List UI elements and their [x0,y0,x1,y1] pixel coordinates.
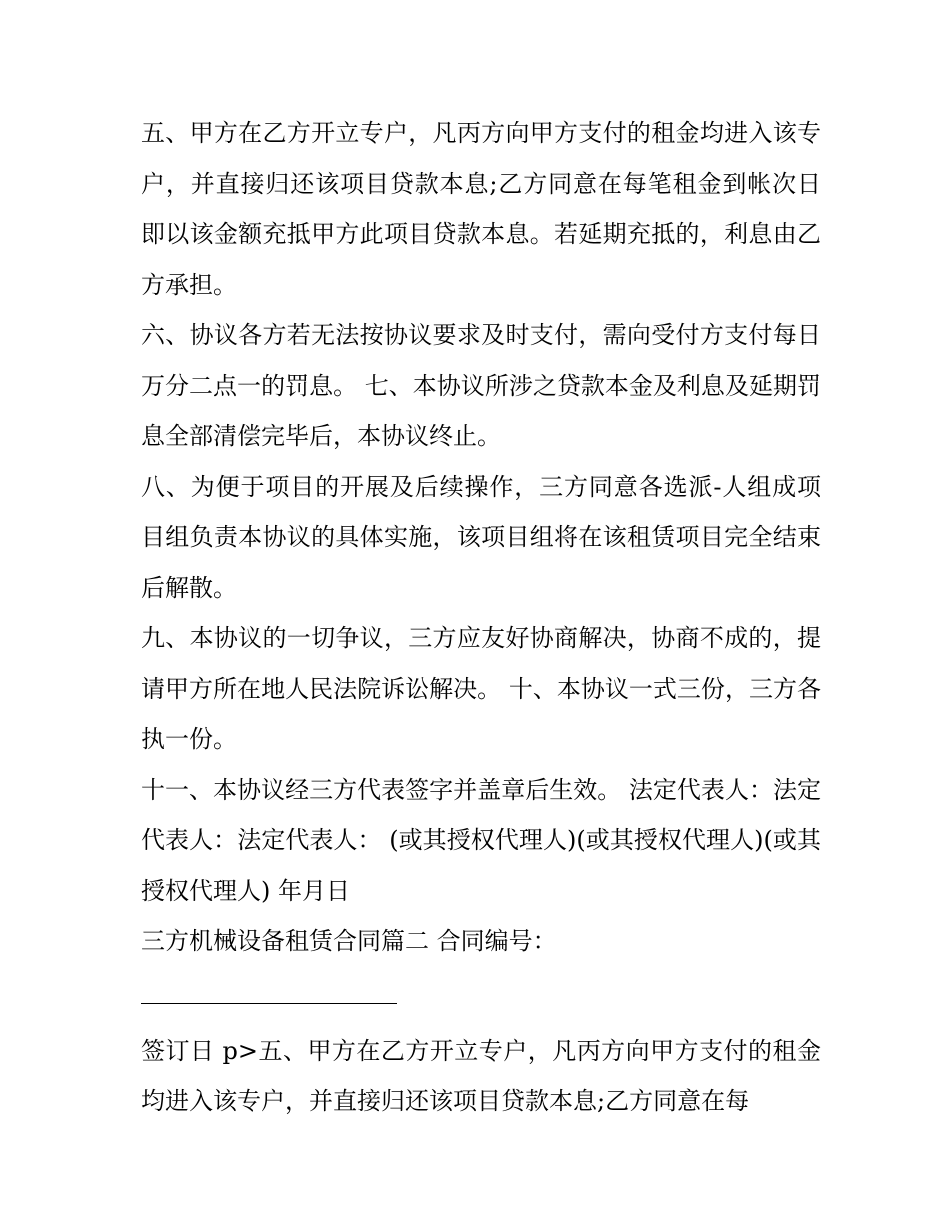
contract-number-blank-line [141,1003,397,1004]
clause-5-paragraph: 五、甲方在乙方开立专户，凡丙方向甲方支付的租金均进入该专户，并直接归还该项目贷款本息;乙方同意在每笔租金到帐次日即以该金额充抵甲方此项目贷款本息。若延期充抵的，利息由乙方承担。 [141,119,821,299]
clause-9-10-paragraph: 九、本协议的一切争议，三方应友好协商解决，协商不成的，提请甲方所在地人民法院诉讼解决。 十、本协议一式三份，三方各执一份。 [141,624,821,753]
clause-8-paragraph: 八、为便于项目的开展及后续操作，三方同意各选派-人组成项目组负责本协议的具体实施，该项目组将在该租赁项目完全结束后解散。 [141,472,821,602]
clause-11-signature-paragraph: 十一、本协议经三方代表签字并盖章后生效。 法定代表人：法定代表人：法定代表人： (或其授权代理人)(或其授权代理人)(或其授权代理人) 年月日 [141,775,821,905]
signing-date-paragraph: 签订日 p>五、甲方在乙方开立专户，凡丙方向甲方支付的租金均进入该专户，并直接归还该项目贷款本息;乙方同意在每 [141,1036,821,1115]
document-body [141,108,821,1127]
clause-6-7-paragraph: 六、协议各方若无法按协议要求及时支付，需向受付方支付每日万分二点一的罚息。 七、本协议所涉之贷款本金及利息及延期罚息全部清偿完毕后，本协议终止。 [141,321,821,450]
contract-heading-paragraph: 三方机械设备租赁合同篇二 合同编号： [141,927,557,955]
